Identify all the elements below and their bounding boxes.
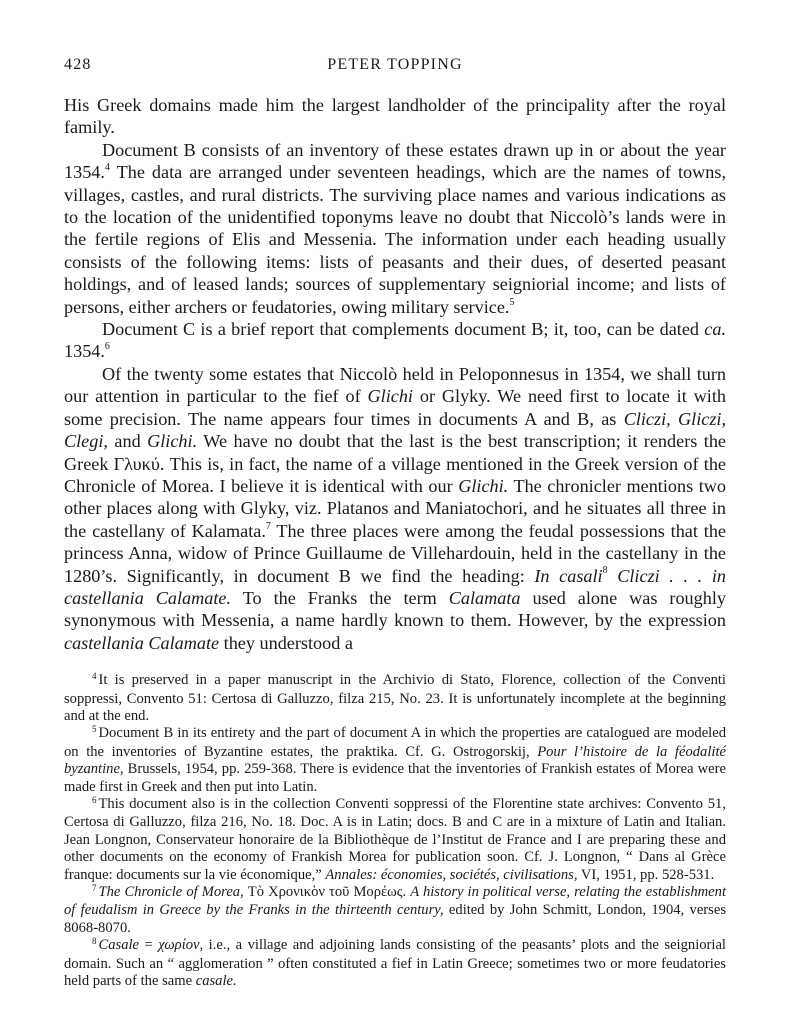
paragraph-3: Document C is a brief report that complements document B; it, too, can be dated ca. 1354.$^6$ <box>64 319 726 362</box>
footnote-5: $^5$ Document B in its entirety and the part of document A in which the properties are catalogued are modeled on the inventories of Byzantine estates, the praktika. Cf. G. Ostrogorskij, Pour l’histoire de la féodalité byzantine, Brussels, 1954, pp. 259-368. There is evidence that the inventories of Frankish estates of Morea were made first in Greek and then put into Latin. <box>64 724 726 795</box>
footnote-8: $^8$ Casale = χωρίον, i.e., a village and adjoining lands consisting of the peasants’ plots and the seigniorial domain. Such an “ agglomeration ” often constituted a fief in Latin Greece; sometimes two or more feudatories held parts of the same casale. <box>64 936 726 990</box>
running-title: PETER TOPPING <box>327 56 463 73</box>
paragraph-2: Document B consists of an inventory of these estates drawn up in or about the year 1354.$^4$ The data are arranged under seventeen headings, which are the names of towns, villages, castles, and rural districts. The surviving place names and various indications as to the location of the unidentified toponyms leave no doubt that Niccolò’s lands were in the fertile regions of Elis and Messenia. The information under each heading usually consists of the following items: lists of peasants and their dues, of deserted peasant holdings, and of leased lands; sources of supplementary seigniorial income; and lists of persons, either archers or feudatories, owing military service.$^5$ <box>64 139 726 317</box>
footnote-ref-5[interactable]: 5 <box>509 296 515 308</box>
footnote-number: 4 <box>92 671 97 682</box>
greek-word: Γλυκύ. <box>113 453 165 474</box>
body-text <box>64 94 726 654</box>
page <box>64 56 726 990</box>
greek-title: Τὸ Χρονικὸν τοῦ Μορέως. <box>243 884 407 901</box>
greek-word: χωρίον, <box>158 937 204 954</box>
paragraph-4: Of the twenty some estates that Niccolò held in Peloponnesus in 1354, we shall turn our attention in particular to the fief of Glichi or Glyky. We need first to locate it with some precision. The name appears four times in documents A and B, as Cliczi, Gliczi, Clegi, and Glichi. We have no doubt that the last is the best transcription; it renders the Greek Γλυκύ. This is, in fact, the name of a village mentioned in the Greek version of the Chronicle of Morea. I believe it is identical with our Glichi. The chronicler mentions two other places along with Glyky, viz. Platanos and Maniatochori, and he situates all three in the castellany of Kalamata.$^7$ The three places were among the feudal possessions that the princess Anna, widow of Prince Guillaume de Villehardouin, held in the castellany in the 1280’s. Significantly, in document B we find the heading: In casali$^8$ Cliczi . . . in castellania Calamate. To the Franks the term Calamata used alone was roughly synonymous with Messenia, a name hardly known to them. However, by the expression castellania Calamate they understood a <box>64 363 727 653</box>
running-head <box>64 56 726 82</box>
footnote-number: 7 <box>92 883 97 894</box>
footnote-ref-8[interactable]: 8 <box>602 565 608 577</box>
footnote-number: 5 <box>92 724 97 735</box>
footnote-ref-4[interactable]: 4 <box>104 162 110 174</box>
page-number: 428 <box>64 56 92 73</box>
footnotes <box>64 672 726 990</box>
footnote-number: 6 <box>92 795 97 805</box>
footnote-number: 8 <box>92 936 97 947</box>
footnote-ref-6[interactable]: 6 <box>104 341 110 353</box>
footnote-6: $^6$ This document also is in the collection Conventi soppressi of the Florentine state archives: Convento 51, Certosa di Galluzzo, filza 216, No. 18. Doc. A is in Latin; docs. B and C are in a mixture of Latin and Italian. Jean Longnon, Conservateur honoraire de la Bibliothèque de l’Institut de France and I are preparing these and other documents on the economy of Frankish Morea for publication soon. Cf. J. Longnon, “ Dans al Grèce franque: documents sur la vie économique,” Annales: économies, sociétés, civilisations, VI, 1951, pp. 528-531. <box>64 795 726 883</box>
footnote-7: $^7$ The Chronicle of Morea, Τὸ Χρονικὸν τοῦ Μορέως. A history in political verse, relating the establishment of feudalism in Greece by the Franks in the thirteenth century, edited by John Schmitt, London, 1904, verses 8068-8070. <box>64 883 726 936</box>
footnote-ref-7[interactable]: 7 <box>265 520 271 532</box>
paragraph-1: His Greek domains made him the largest landholder of the principality after the royal family. <box>64 95 726 138</box>
footnote-4: $^4$ It is preserved in a paper manuscript in the Archivio di Stato, Florence, collection of the Conventi soppressi, Convento 51: Certosa di Galluzzo, filza 215, No. 23. It is unfortunately incomplete at the beginning and at the end. <box>64 671 726 724</box>
